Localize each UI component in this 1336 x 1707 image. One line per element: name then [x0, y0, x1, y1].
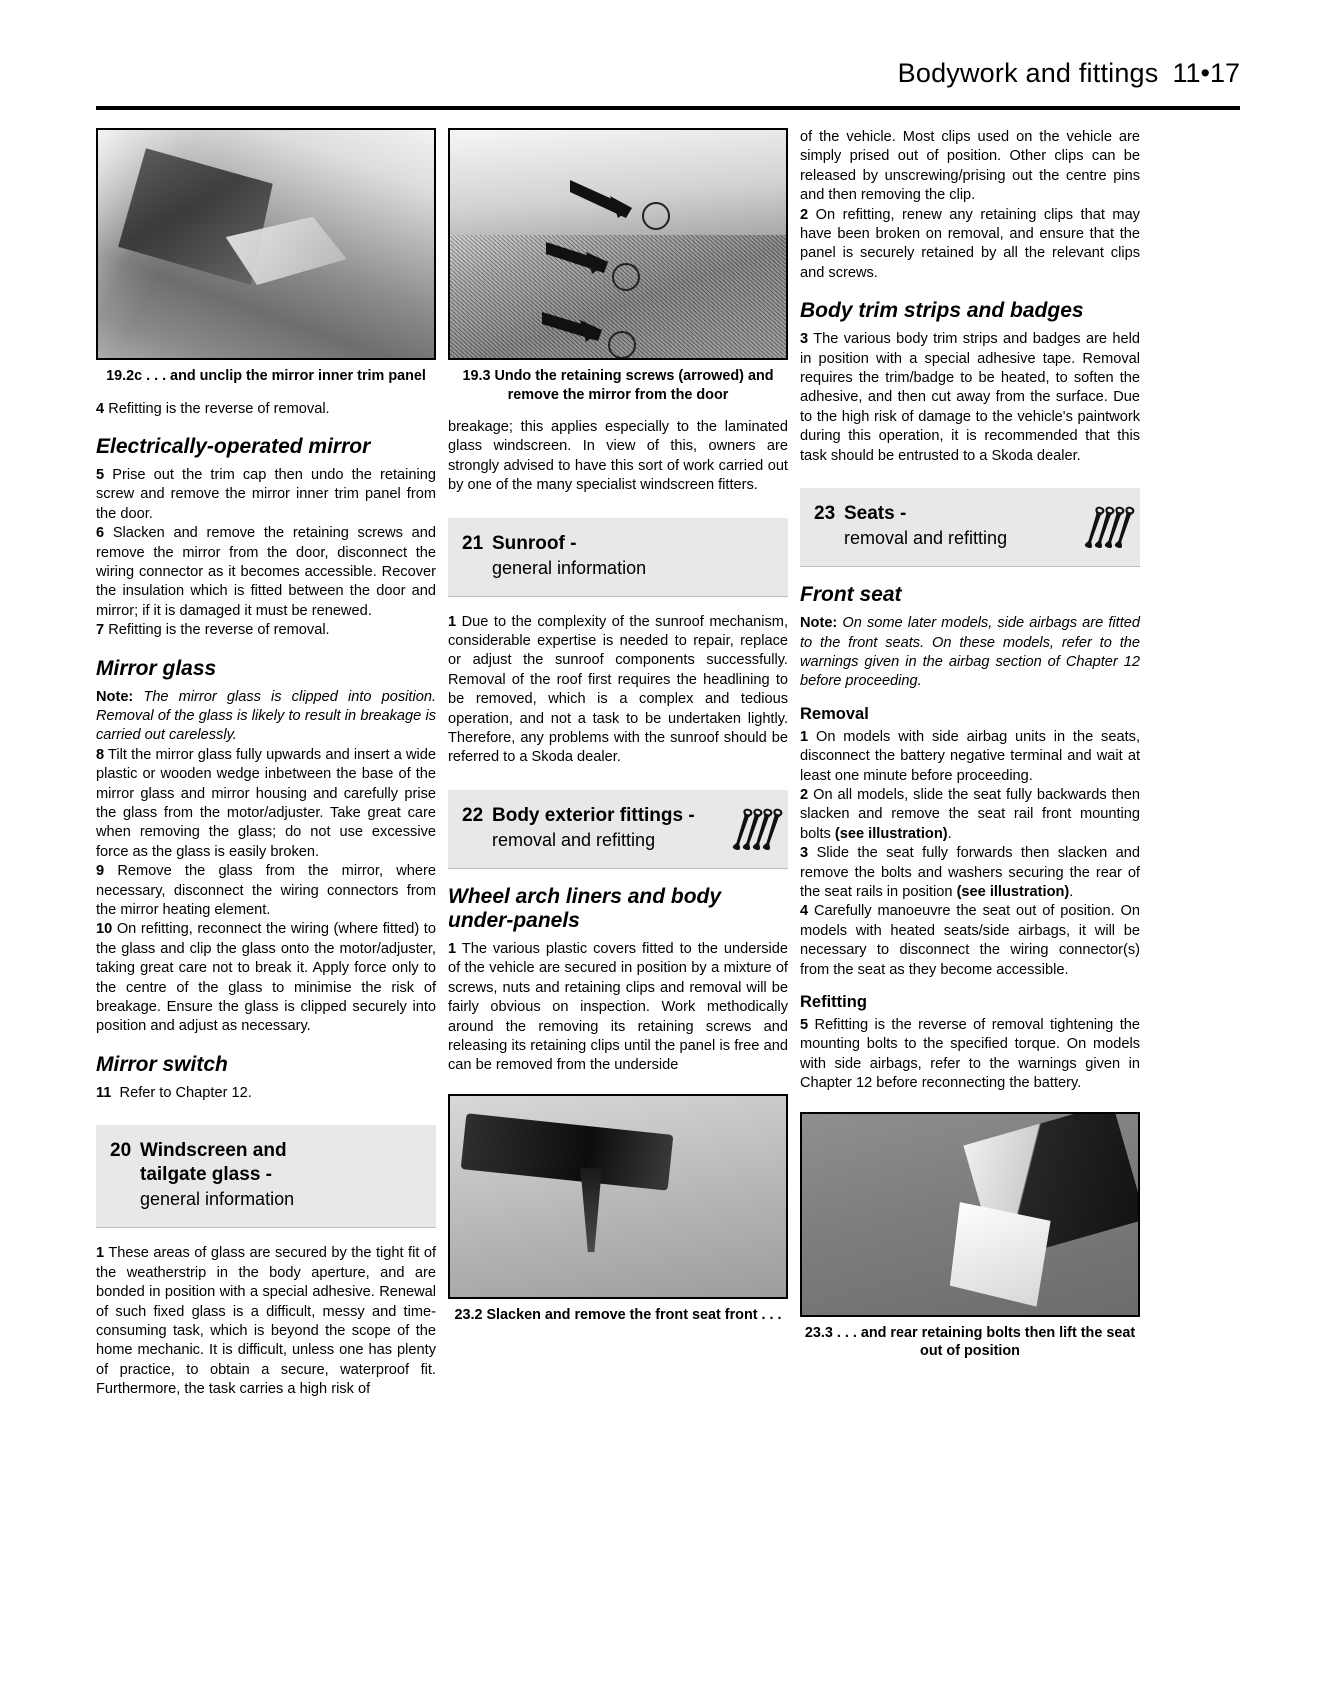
column-middle [448, 128, 788, 1338]
step-number: 5 [96, 466, 105, 483]
continuation-paragraph: breakage; this applies especially to the laminated glass windscreen. In view of this, owners are strongly advised to have this sort of work carried out by one of the many specialist windscreen fitters. [448, 419, 788, 494]
section-header-23 [800, 488, 1140, 567]
column-right [800, 128, 1140, 1375]
heading-line2: under-panels [448, 908, 580, 932]
section-header-20 [96, 1125, 436, 1228]
section-title: Body exterior fittings - [492, 804, 695, 826]
removal-step-2 [800, 786, 1140, 844]
step-number: 6 [96, 525, 105, 542]
photo-front-seat-front-bolts [448, 1094, 788, 1299]
see-illustration-ref: (see illustration) [956, 883, 1070, 900]
note-mirror-glass [96, 688, 436, 746]
step-text: The various body trim strips and badges are held in position with a special adhesive tape. Removal requires the trim/badge to be heated, to soften the adhesive, and then cut away from the surface. Due to the high risk of damage to the vehicle's paintwork during this operation, it is recommended that this task should be entrusted to a Skoda dealer. [800, 331, 1140, 464]
section-subtitle: removal and refitting [492, 829, 656, 850]
section-number: 23 [814, 503, 836, 525]
paragraph-7 [96, 621, 436, 640]
paragraph-2 [800, 206, 1140, 284]
step-number: 2 [800, 206, 809, 223]
step-text: Refitting is the reverse of removal tightening the mounting bolts to the specified torque. On models with side airbags, refer to the warnings given in Chapter 12 before reconnecting the battery. [800, 1017, 1140, 1092]
step-text: Refitting is the reverse of removal. [108, 622, 330, 639]
step-text: Prise out the trim cap then undo the retaining screw and remove the mirror inner trim panel from the door. [96, 466, 436, 522]
step-text: Refer to Chapter 12. [119, 1084, 252, 1101]
column-left [96, 128, 436, 1400]
paragraph-5 [96, 466, 436, 524]
step-number: 1 [448, 940, 457, 957]
step-text: These areas of glass are secured by the tight fit of the weatherstrip in the body aperture, and are bonded in position with a special adhesive. Renewal of such fixed glass is a difficult, messy and time-consuming task, which is beyond the scope of the home mechanic. It is difficult, unless one has plenty of practice, to obtain a secure, waterproof fit. Furthermore, the task carries a high risk of [96, 1245, 437, 1398]
paragraph-11 [96, 1084, 436, 1103]
paragraph-9 [96, 862, 436, 920]
section22-paragraph-1 [448, 940, 788, 1076]
removal-step-3 [800, 844, 1140, 902]
step-number: 3 [800, 845, 809, 862]
step-number: 1 [96, 1245, 105, 1262]
difficulty-rating-23 [1090, 504, 1130, 550]
page-number: 11•17 [1172, 58, 1240, 88]
figure-caption: 19.3 Undo the retaining screws (arrowed) and remove the mirror from the door [462, 368, 774, 403]
section-title: Sunroof - [492, 532, 577, 554]
paragraph-8 [96, 746, 436, 862]
step-text: On refitting, reconnect the wiring (where fitted) to the glass and clip the glass onto the motor/adjuster, taking great care not to break it. Apply force only to the centre of the glass to minimise the risk of breakage. Ensure the glass is clipped securely into position and adjust as necessary. [96, 921, 436, 1035]
step-number: 3 [800, 331, 809, 348]
section-title-line1: Windscreen and [140, 1140, 287, 1162]
step-text: Refitting is the reverse of removal. [108, 400, 330, 417]
section21-paragraph-1 [448, 613, 788, 768]
section20-paragraph-1 [96, 1244, 436, 1399]
heading-line1: Wheel arch liners and body [448, 884, 722, 908]
step-text-end: . [1069, 883, 1074, 900]
heading-refitting: Refitting [800, 993, 867, 1011]
step-text: On all models, slide the seat fully backwards then slacken and remove the seat rail front mounting bolts [800, 786, 1140, 842]
removal-step-4 [800, 902, 1140, 980]
step-text: On models with side airbag units in the seats, disconnect the battery negative terminal and wait at least one minute before proceeding. [800, 728, 1140, 784]
section-header-22 [448, 790, 788, 869]
step-number: 7 [96, 622, 105, 639]
step-number: 2 [800, 786, 809, 803]
removal-step-1 [800, 728, 1140, 786]
figure-19-2c [96, 128, 436, 386]
paragraph-10 [96, 920, 436, 1036]
arrow-annotation-group [450, 130, 788, 360]
figure-23-3 [800, 1112, 1140, 1361]
step-number: 9 [96, 863, 105, 880]
page-title: Bodywork and fittings [897, 58, 1159, 88]
step-number: 1 [800, 728, 809, 745]
step-text: The various plastic covers fitted to the underside of the vehicle are secured in position by a mixture of screws, nuts and retaining clips and removal will be fairly obvious on inspection. Work methodically around the removing its retaining screws and releasing its retaining clips until the panel is free and can be removed from the underside [448, 940, 788, 1074]
step-text: Carefully manoeuvre the seat out of position. On models with heated seats/side airbags, it will be necessary to disconnect the wiring connector(s) from the seat as they become accessible. [800, 903, 1140, 978]
paragraph-4 [96, 400, 436, 419]
step-text: Remove the glass from the mirror, where necessary, disconnect the wiring connectors from the mirror heating element. [96, 863, 436, 919]
figure-caption: 23.3 . . . and rear retaining bolts then lift the seat out of position [804, 1324, 1136, 1360]
figure-caption: 23.2 Slacken and remove the front seat front . . . [454, 1306, 782, 1323]
note-text: The mirror glass is clipped into position. Removal of the glass is likely to result in breakage is carried out carelessly. [96, 688, 436, 744]
figure-19-3 [448, 128, 788, 404]
section-subtitle: removal and refitting [844, 528, 1008, 549]
section-header-21 [448, 518, 788, 597]
step-text: Tilt the mirror glass fully upwards and insert a wide plastic or wooden wedge inbetween the base of the mirror glass and mirror housing and carefully prise the glass from the motor/adjuster. Take great care when removing the glass; do not use excessive force as the glass is easily broken. [96, 746, 436, 860]
step-number: 1 [448, 613, 457, 630]
heading-wheel-arch-liners [448, 885, 788, 933]
step-text-end: . [947, 825, 952, 842]
section-subtitle: general information [492, 557, 647, 578]
heading-body-trim-strips: Body trim strips and badges [800, 299, 1084, 323]
see-illustration-ref: (see illustration) [834, 825, 948, 842]
step-number: 8 [96, 746, 105, 763]
photo-mirror-inner-trim [96, 128, 436, 360]
step-number: 11 [96, 1084, 112, 1101]
step-number: 10 [96, 921, 113, 938]
figure-caption: 19.2c . . . and unclip the mirror inner trim panel [106, 368, 426, 384]
heading-removal: Removal [800, 704, 869, 723]
photo-mirror-retaining-screws [448, 128, 788, 360]
step-text: On refitting, renew any retaining clips that may have been broken on removal, and ensure that the panel is securely retained by all the relevant clips and screws. [800, 206, 1140, 281]
difficulty-rating-22 [738, 806, 778, 852]
paragraph-3 [800, 330, 1140, 466]
refitting-step-5 [800, 1016, 1140, 1094]
header-divider [96, 106, 1240, 110]
continuation-paragraph: of the vehicle. Most clips used on the vehicle are simply prised out of position. Other clips can be released by unscrewing/prising out the centre pins and then removing the clip. [800, 129, 1140, 204]
heading-front-seat: Front seat [800, 583, 902, 607]
note-label: Note: [800, 615, 838, 632]
step-number: 5 [800, 1017, 809, 1033]
note-front-seat [800, 614, 1140, 692]
heading-electrically-operated-mirror: Electrically-operated mirror [96, 434, 371, 458]
photo-seat-rear-bolts [800, 1112, 1140, 1317]
section-number: 21 [462, 532, 484, 554]
step-text: Due to the complexity of the sunroof mechanism, considerable expertise is needed to repair, replace or adjust the sunroof components successfully. Removal of the roof first requires the headlining to be removed, which is a complex and tedious operation, and not a task to be undertaken lightly. Therefore, any problems with the sunroof should be referred to a Skoda dealer. [448, 613, 788, 766]
page-header [96, 58, 1240, 89]
step-text: Slide the seat fully forwards then slacken and remove the bolts and washers securing the rear of the seat rails in position [800, 845, 1140, 900]
step-number: 4 [800, 903, 809, 920]
step-number: 4 [96, 400, 105, 417]
section-number: 20 [110, 1140, 132, 1162]
note-text: On some later models, side airbags are fitted to the front seats. On these models, refer to the warnings given in the airbag section of Chapter 12 before proceeding. [800, 615, 1140, 690]
step-text: Slacken and remove the retaining screws and remove the mirror from the door, disconnect the wiring connector as it becomes accessible. Recover the insulation which is fitted between the door and mirror; if it is damaged it must be renewed. [96, 525, 436, 619]
paragraph-6 [96, 524, 436, 621]
section-title: Seats - [844, 503, 907, 525]
heading-mirror-switch: Mirror switch [96, 1052, 228, 1076]
section-number: 22 [462, 804, 484, 826]
figure-23-2 [448, 1094, 788, 1325]
note-label: Note: [96, 688, 134, 705]
section-subtitle: general information [140, 1189, 295, 1210]
section-title-line2: tailgate glass - [140, 1164, 272, 1186]
heading-mirror-glass: Mirror glass [96, 656, 217, 680]
